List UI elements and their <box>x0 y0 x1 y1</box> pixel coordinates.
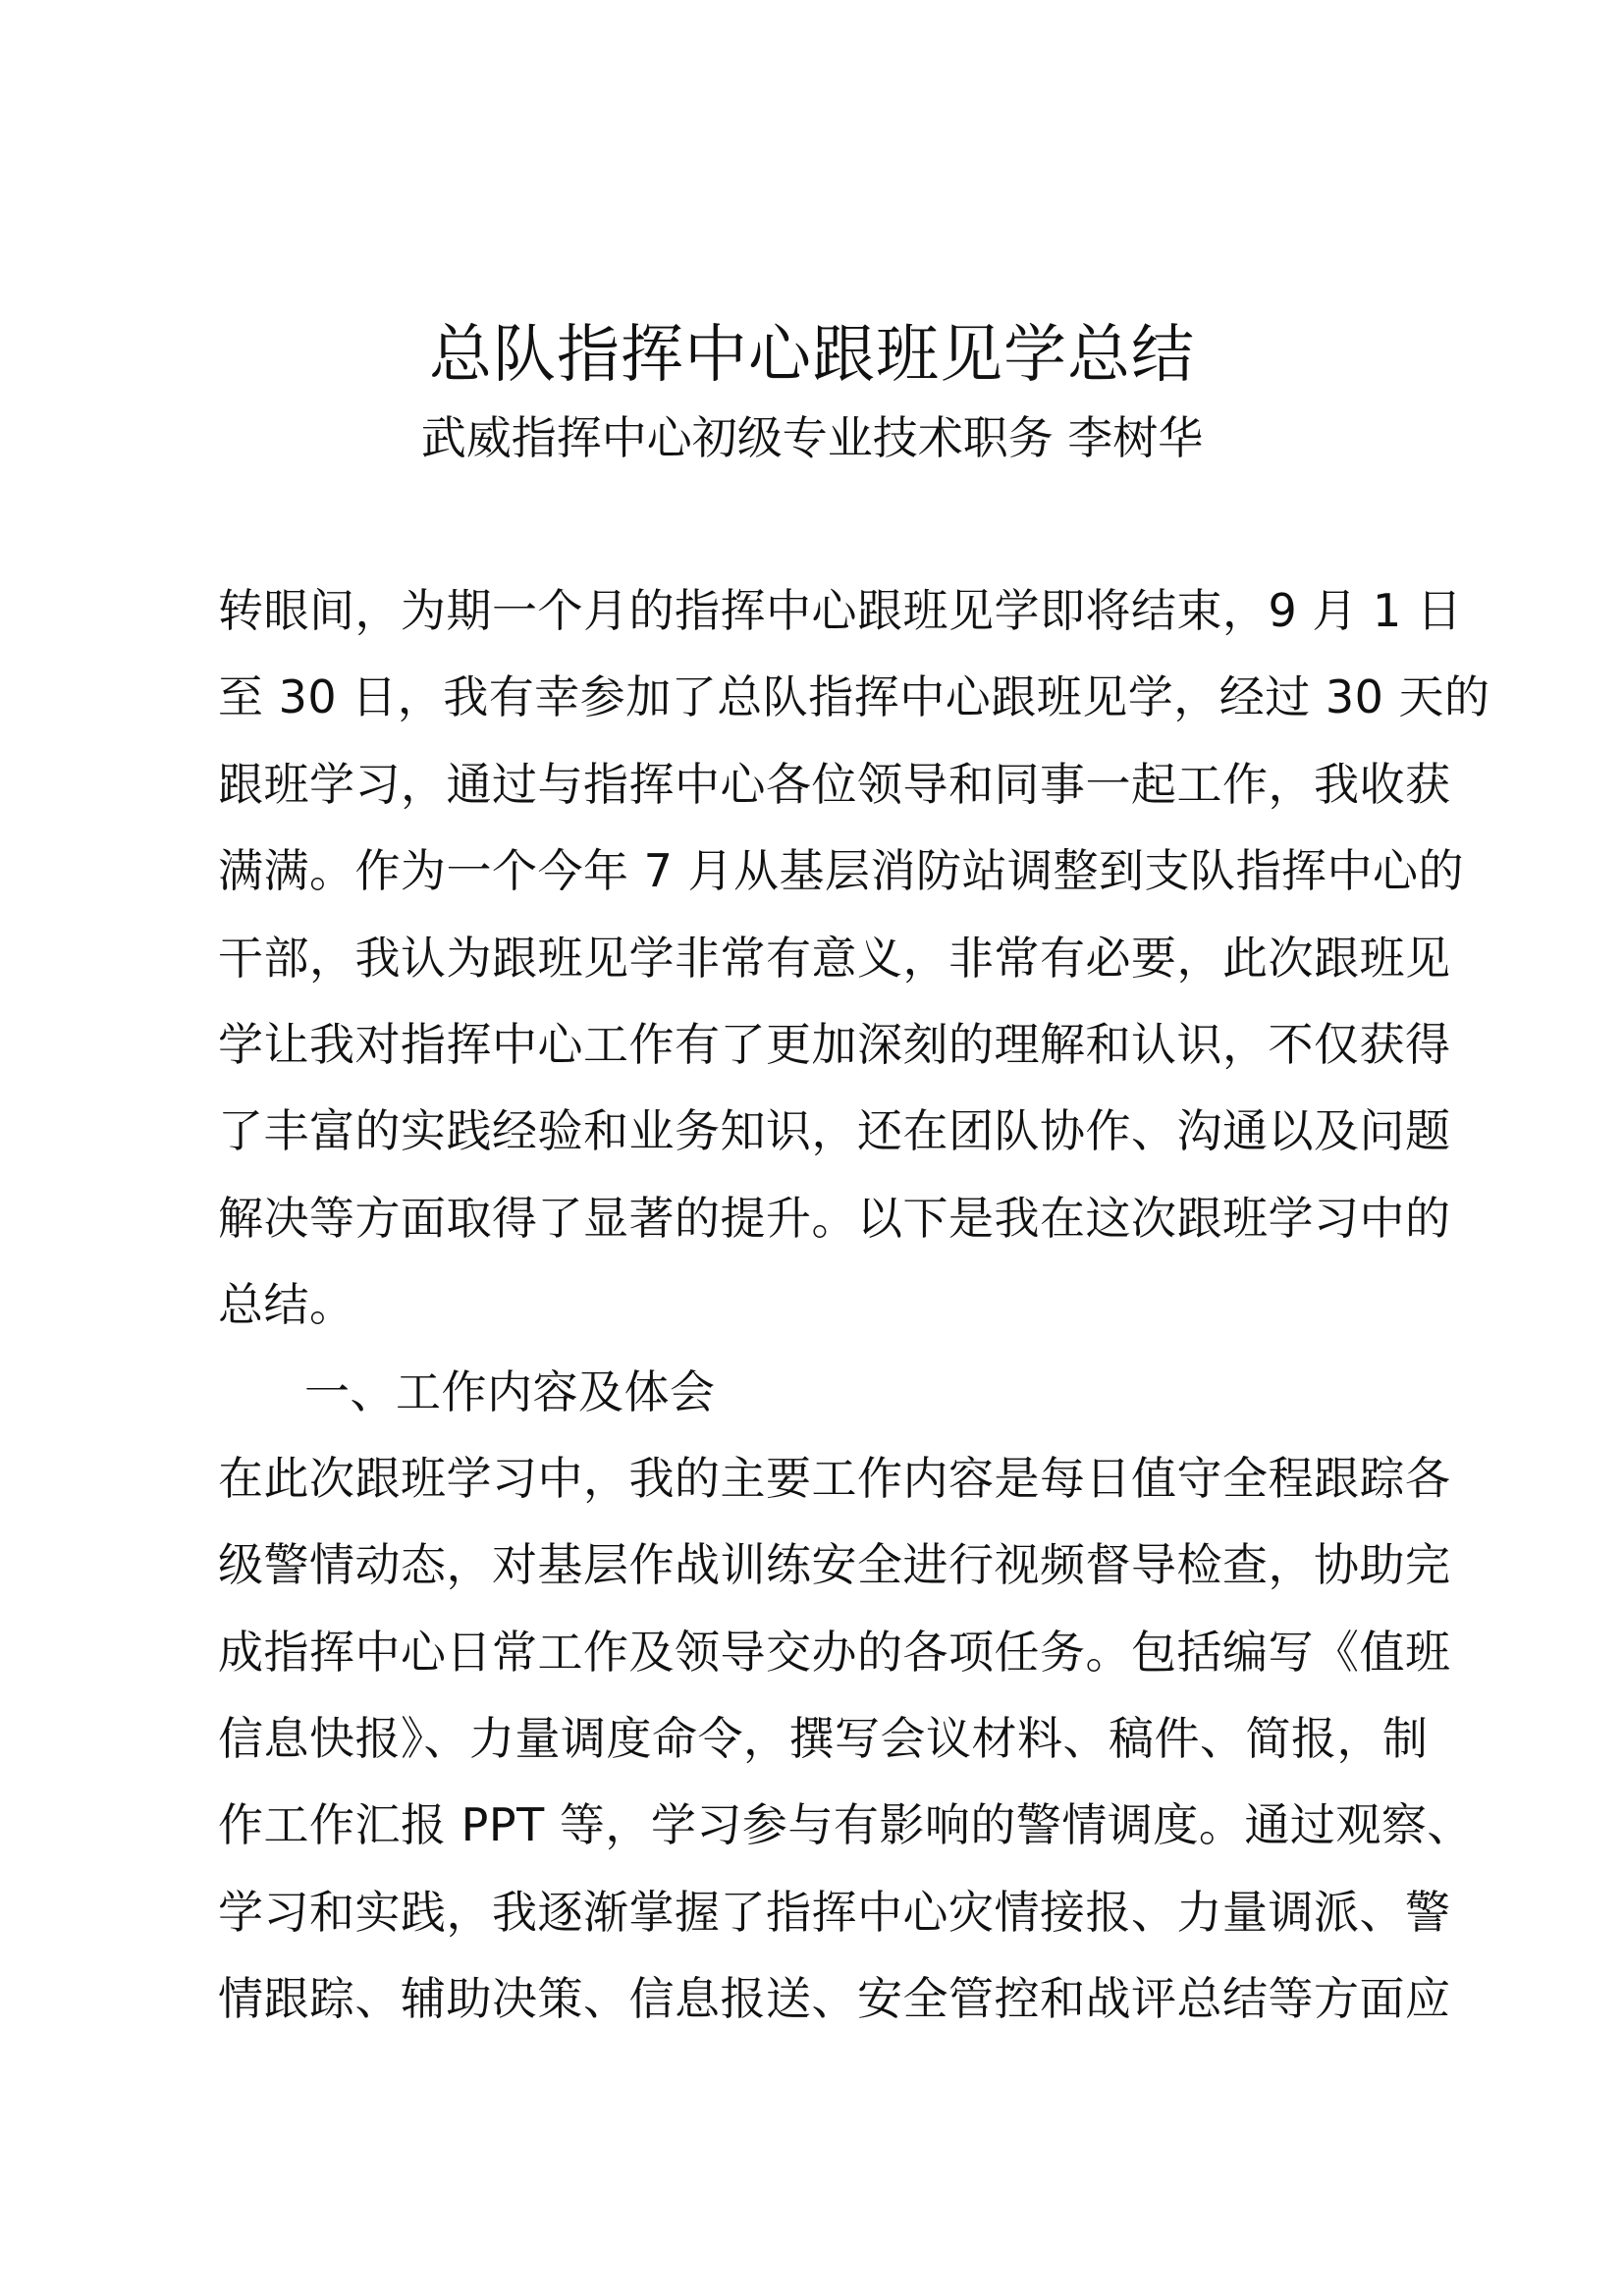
body-line: 干部，我认为跟班见学非常有意义，非常有必要，此次跟班见 <box>218 931 1451 985</box>
body-line: 了丰富的实践经验和业务知识，还在团队协作、沟通以及问题 <box>218 1104 1451 1158</box>
body-line: 作工作汇报 PPT 等，学习参与有影响的警情调度。通过观察、 <box>218 1798 1473 1852</box>
document-title: 总队指挥中心跟班见学总结 <box>429 319 1195 392</box>
body-line: 信息快报》、力量调度命令，撰写会议材料、稿件、简报，制 <box>218 1712 1429 1766</box>
body-line: 成指挥中心日常工作及领导交办的各项任务。包括编写《值班 <box>218 1625 1451 1679</box>
body-line: 跟班学习，通过与指挥中心各位领导和同事一起工作，我收获 <box>218 757 1451 811</box>
body-line: 满满。作为一个今年 7 月从基层消防站调整到支队指挥中心的 <box>218 844 1465 898</box>
body-line: 转眼间，为期一个月的指挥中心跟班见学即将结束，9 月 1 日 <box>218 584 1463 637</box>
body-line: 总结。 <box>218 1278 355 1332</box>
body-line: 情跟踪、辅助决策、信息报送、安全管控和战评总结等方面应 <box>218 1972 1451 2026</box>
body-line: 学让我对指挥中心工作有了更加深刻的理解和认识，不仅获得 <box>218 1017 1451 1071</box>
body-line: 解决等方面取得了显著的提升。以下是我在这次跟班学习中的 <box>218 1191 1451 1245</box>
document-subtitle: 武威指挥中心初级专业技术职务 李树华 <box>420 411 1204 464</box>
section-heading: 一、工作内容及体会 <box>304 1364 716 1418</box>
body-line: 至 30 日，我有幸参加了总队指挥中心跟班见学，经过 30 天的 <box>218 670 1490 724</box>
document-body <box>218 567 1490 2043</box>
body-line: 在此次跟班学习中，我的主要工作内容是每日值守全程跟踪各 <box>218 1451 1451 1505</box>
body-line: 级警情动态，对基层作战训练安全进行视频督导检查，协助完 <box>218 1538 1451 1592</box>
body-line: 学习和实践，我逐渐掌握了指挥中心灾情接报、力量调派、警 <box>218 1885 1451 1939</box>
